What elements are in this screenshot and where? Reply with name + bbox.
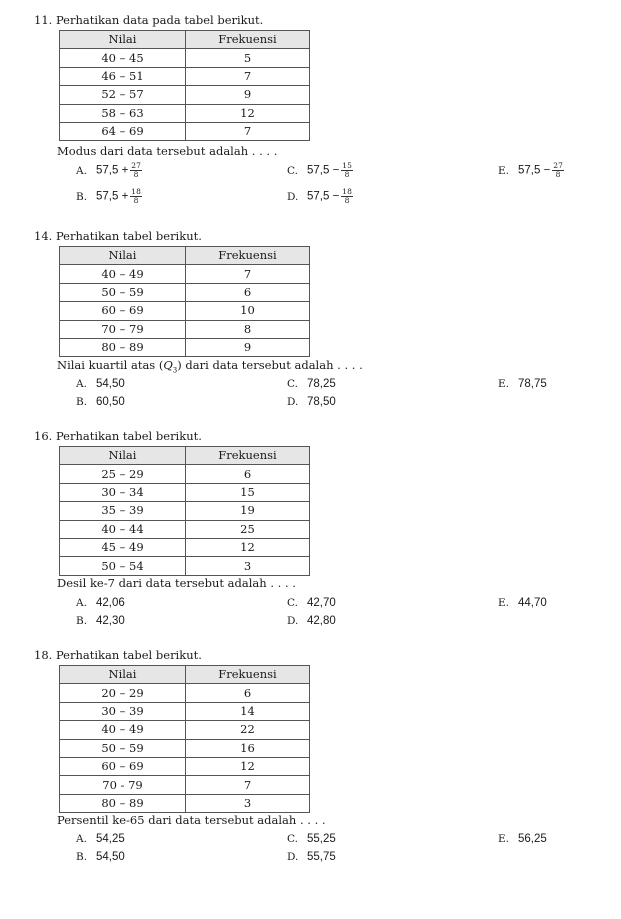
- table-cell: 19: [186, 502, 310, 520]
- option-value: 60,50: [96, 396, 125, 408]
- option-label: D.: [287, 615, 299, 627]
- option-value: 78,50: [307, 396, 336, 408]
- option-label: B.: [76, 190, 88, 203]
- option-value: 55,75: [307, 851, 336, 863]
- table-row: [60, 265, 310, 283]
- table-cell: 6: [186, 283, 310, 301]
- option-value: 78,25: [307, 378, 336, 390]
- table-cell: 14: [186, 702, 310, 720]
- table-cell: 12: [186, 104, 310, 122]
- option-c[interactable]: [287, 162, 353, 179]
- fraction: [130, 162, 142, 179]
- option-d[interactable]: [287, 188, 353, 205]
- table-cell: 52 – 57: [60, 86, 186, 104]
- option-label: D.: [287, 851, 299, 863]
- question-title: 11. Perhatikan data pada tabel berikut.: [34, 13, 264, 27]
- option-value: 54,25: [96, 833, 125, 845]
- option-base: 57,5 +: [96, 190, 129, 203]
- table-cell: 30 – 34: [60, 483, 186, 501]
- option-label: B.: [76, 851, 88, 863]
- option-a[interactable]: [76, 595, 125, 609]
- fraction-denominator: 8: [133, 170, 139, 179]
- table-header-row: [60, 447, 310, 465]
- option-d[interactable]: [287, 849, 336, 863]
- table-cell: 7: [186, 776, 310, 794]
- table-row: [60, 122, 310, 140]
- table-cell: 80 – 89: [60, 794, 186, 812]
- table-row: [60, 338, 310, 356]
- prompt-text: ) dari data tersebut adalah . . . .: [177, 358, 363, 372]
- quartile-symbol: Q: [163, 358, 173, 372]
- column-header: Frekuensi: [186, 247, 310, 265]
- frequency-table: [59, 30, 310, 141]
- table-row: [60, 67, 310, 85]
- table-row: [60, 320, 310, 338]
- fraction-numerator: 27: [553, 161, 563, 170]
- table-cell: 7: [186, 67, 310, 85]
- table-header-row: [60, 247, 310, 265]
- fraction-numerator: 15: [342, 161, 352, 170]
- option-label: C.: [287, 833, 298, 845]
- table-cell: 3: [186, 557, 310, 575]
- table-row: [60, 49, 310, 67]
- option-value: 56,25: [518, 833, 547, 845]
- option-label: C.: [287, 378, 298, 390]
- table-cell: 70 – 79: [60, 320, 186, 338]
- table-row: [60, 739, 310, 757]
- fraction-denominator: 8: [344, 196, 350, 205]
- option-value: 54,50: [96, 851, 125, 863]
- option-a[interactable]: [76, 831, 125, 845]
- table-cell: 40 – 44: [60, 520, 186, 538]
- table-cell: 22: [186, 721, 310, 739]
- option-value: 78,75: [518, 378, 547, 390]
- table-cell: 70 - 79: [60, 776, 186, 794]
- option-c[interactable]: [287, 595, 336, 609]
- option-value: 42,70: [307, 597, 336, 609]
- table-cell: 80 – 89: [60, 338, 186, 356]
- option-value: 55,25: [307, 833, 336, 845]
- option-label: B.: [76, 615, 88, 627]
- column-header: Frekuensi: [186, 31, 310, 49]
- fraction-numerator: 27: [131, 161, 141, 170]
- option-a[interactable]: [76, 162, 142, 179]
- question-prompt: Modus dari data tersebut adalah . . . .: [57, 144, 278, 158]
- frequency-table: [59, 446, 310, 576]
- table-row: [60, 684, 310, 702]
- option-d[interactable]: [287, 613, 336, 627]
- option-value: 42,80: [307, 615, 336, 627]
- option-label: D.: [287, 396, 299, 408]
- table-row: [60, 757, 310, 775]
- table-cell: 5: [186, 49, 310, 67]
- table-cell: 10: [186, 302, 310, 320]
- option-b[interactable]: [76, 188, 142, 205]
- option-a[interactable]: [76, 376, 125, 390]
- table-row: [60, 302, 310, 320]
- option-label: D.: [287, 190, 299, 203]
- option-c[interactable]: [287, 831, 336, 845]
- table-cell: 58 – 63: [60, 104, 186, 122]
- option-b[interactable]: [76, 394, 125, 408]
- option-label: E.: [498, 597, 510, 609]
- question-title: 18. Perhatikan tabel berikut.: [34, 648, 202, 662]
- table-row: [60, 538, 310, 556]
- option-label: C.: [287, 164, 298, 177]
- fraction-denominator: 8: [133, 196, 139, 205]
- option-c[interactable]: [287, 376, 336, 390]
- option-label: E.: [498, 378, 510, 390]
- fraction-numerator: 18: [131, 187, 141, 196]
- table-cell: 64 – 69: [60, 122, 186, 140]
- column-header: Frekuensi: [186, 447, 310, 465]
- column-header: Nilai: [60, 247, 186, 265]
- table-cell: 6: [186, 684, 310, 702]
- table-cell: 9: [186, 338, 310, 356]
- option-base: 57,5 +: [96, 164, 129, 177]
- table-row: [60, 104, 310, 122]
- table-row: [60, 283, 310, 301]
- option-label: E.: [498, 833, 510, 845]
- table-cell: 7: [186, 122, 310, 140]
- option-b[interactable]: [76, 849, 125, 863]
- table-row: [60, 502, 310, 520]
- option-base: 57,5 −: [307, 164, 340, 177]
- table-row: [60, 483, 310, 501]
- fraction: [130, 188, 142, 205]
- table-cell: 40 – 49: [60, 265, 186, 283]
- table-cell: 3: [186, 794, 310, 812]
- table-row: [60, 557, 310, 575]
- table-cell: 25: [186, 520, 310, 538]
- prompt-text: Nilai kuartil atas (: [57, 358, 164, 372]
- column-header: Nilai: [60, 666, 186, 684]
- table-cell: 7: [186, 265, 310, 283]
- table-cell: 16: [186, 739, 310, 757]
- option-label: E.: [498, 164, 510, 177]
- option-label: A.: [76, 597, 87, 609]
- fraction-denominator: 8: [555, 170, 561, 179]
- quartile-subscript: 3: [172, 366, 178, 375]
- table-cell: 8: [186, 320, 310, 338]
- table-cell: 60 – 69: [60, 757, 186, 775]
- table-row: [60, 702, 310, 720]
- option-d[interactable]: [287, 394, 336, 408]
- frequency-table: [59, 665, 310, 813]
- column-header: Frekuensi: [186, 666, 310, 684]
- fraction: [341, 188, 353, 205]
- question-prompt: [57, 358, 363, 374]
- question-title: 14. Perhatikan tabel berikut.: [34, 229, 202, 243]
- table-row: [60, 721, 310, 739]
- table-cell: 25 – 29: [60, 465, 186, 483]
- option-e[interactable]: [498, 595, 547, 609]
- table-cell: 50 – 59: [60, 283, 186, 301]
- frequency-table: [59, 246, 310, 357]
- table-row: [60, 776, 310, 794]
- option-e[interactable]: [498, 376, 547, 390]
- table-cell: 40 – 49: [60, 721, 186, 739]
- option-value: 42,30: [96, 615, 125, 627]
- option-value: 54,50: [96, 378, 125, 390]
- table-cell: 50 – 54: [60, 557, 186, 575]
- table-cell: 50 – 59: [60, 739, 186, 757]
- table-row: [60, 86, 310, 104]
- option-label: A.: [76, 833, 87, 845]
- option-b[interactable]: [76, 613, 125, 627]
- table-cell: 15: [186, 483, 310, 501]
- option-value: 42,06: [96, 597, 125, 609]
- question-title: 16. Perhatikan tabel berikut.: [34, 429, 202, 443]
- fraction: [552, 162, 564, 179]
- option-label: A.: [76, 378, 87, 390]
- option-base: 57,5 −: [307, 190, 340, 203]
- table-cell: 12: [186, 538, 310, 556]
- option-label: C.: [287, 597, 298, 609]
- table-cell: 46 – 51: [60, 67, 186, 85]
- table-row: [60, 520, 310, 538]
- table-header-row: [60, 666, 310, 684]
- question-prompt: Persentil ke-65 dari data tersebut adalah . . . .: [57, 813, 326, 827]
- column-header: Nilai: [60, 31, 186, 49]
- option-label: A.: [76, 164, 87, 177]
- table-row: [60, 465, 310, 483]
- table-cell: 12: [186, 757, 310, 775]
- table-cell: 20 – 29: [60, 684, 186, 702]
- question-prompt: Desil ke-7 dari data tersebut adalah . . . .: [57, 576, 296, 590]
- fraction-denominator: 8: [344, 170, 350, 179]
- table-cell: 35 – 39: [60, 502, 186, 520]
- table-cell: 9: [186, 86, 310, 104]
- table-cell: 40 – 45: [60, 49, 186, 67]
- column-header: Nilai: [60, 447, 186, 465]
- option-label: B.: [76, 396, 88, 408]
- table-cell: 60 – 69: [60, 302, 186, 320]
- option-value: 44,70: [518, 597, 547, 609]
- table-cell: 45 – 49: [60, 538, 186, 556]
- table-cell: 30 – 39: [60, 702, 186, 720]
- table-cell: 6: [186, 465, 310, 483]
- option-e[interactable]: [498, 162, 564, 179]
- fraction-numerator: 18: [342, 187, 352, 196]
- table-row: [60, 794, 310, 812]
- fraction: [341, 162, 353, 179]
- option-base: 57,5 −: [518, 164, 551, 177]
- option-e[interactable]: [498, 831, 547, 845]
- table-header-row: [60, 31, 310, 49]
